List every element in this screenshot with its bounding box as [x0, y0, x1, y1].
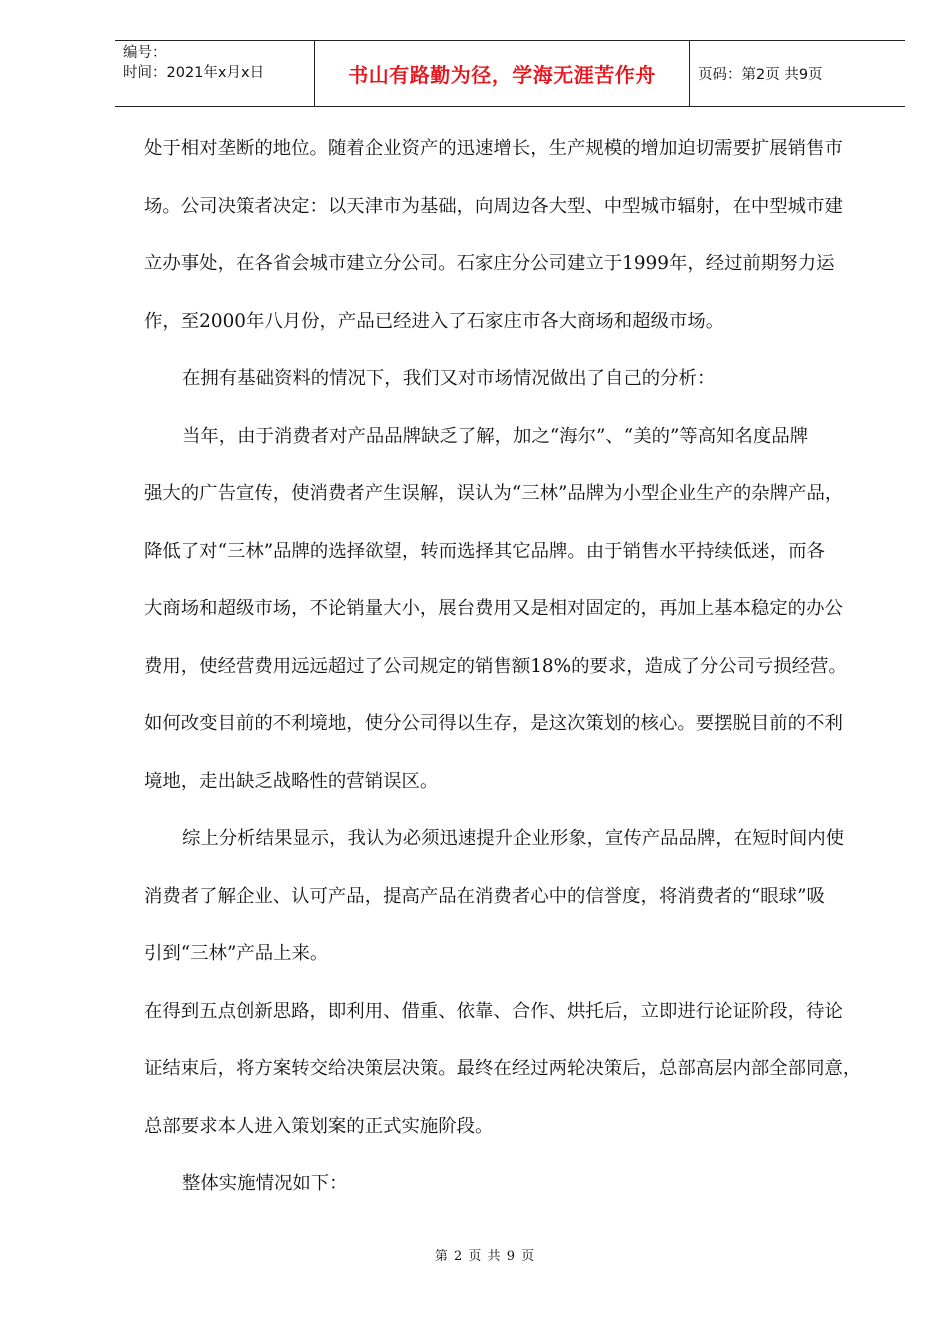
document-time-label: 时间：2021年x月x日 [123, 65, 265, 81]
body-line: 整体实施情况如下： [182, 1173, 348, 1194]
body-line: 当年，由于消费者对产品品牌缺乏了解，加之“海尔”、“美的”等高知名度品牌 [182, 425, 809, 447]
document-number-label: 编号： [123, 45, 167, 61]
body-line: 强大的广告宣传，使消费者产生误解，误认为“三林”品牌为小型企业生产的杂牌产品， [144, 483, 844, 504]
header-page-info: 页码：第2页 共9页 [698, 67, 823, 83]
body-line: 如何改变目前的不利境地，使分公司得以生存，是这次策划的核心。要摆脱目前的不利 [144, 713, 843, 734]
body-line: 证结束后，将方案转交给决策层决策。最终在经过两轮决策后，总部高层内部全部同意， [144, 1058, 862, 1079]
body-line: 综上分析结果显示，我认为必须迅速提升企业形象，宣传产品品牌，在短时间内使 [182, 828, 845, 849]
body-line: 总部要求本人进入策划案的正式实施阶段。 [144, 1115, 494, 1137]
body-line: 大商场和超级市场，不论销量大小，展台费用又是相对固定的，再加上基本稳定的办公 [144, 598, 843, 619]
page-footer: 第 2 页 共 9 页 [434, 1249, 536, 1264]
body-line: 降低了对“三林”品牌的选择欲望，转而选择其它品牌。由于销售水平持续低迷，而各 [144, 540, 825, 562]
body-line: 场。公司决策者决定：以天津市为基础，向周边各大型、中型城市辐射，在中型城市建 [144, 195, 843, 217]
document-body [144, 120, 884, 1213]
body-line: 作，至2000年八月份，产品已经进入了石家庄市各大商场和超级市场。 [144, 310, 725, 332]
header-meta [115, 41, 315, 106]
page-header [115, 40, 905, 107]
body-line: 处于相对垄断的地位。随着企业资产的迅速增长，生产规模的增加迫切需要扩展销售市 [144, 138, 843, 159]
body-line: 费用，使经营费用远远超过了公司规定的销售额18%的要求，造成了分公司亏损经营。 [144, 655, 847, 677]
body-line: 引到“三林”产品上来。 [144, 943, 329, 964]
body-line: 在拥有基础资料的情况下，我们又对市场情况做出了自己的分析： [182, 368, 716, 389]
body-line: 立办事处，在各省会城市建立分公司。石家庄分公司建立于1999年，经过前期努力运 [144, 253, 835, 274]
body-line: 消费者了解企业、认可产品，提高产品在消费者心中的信誉度，将消费者的“眼球”吸 [144, 885, 825, 907]
header-motto: 书山有路勤为径，学海无涯苦作舟 [315, 41, 690, 106]
body-line: 在得到五点创新思路，即利用、借重、依靠、合作、烘托后，立即进行论证阶段，待论 [144, 1000, 843, 1022]
body-line: 境地，走出缺乏战略性的营销误区。 [144, 770, 439, 792]
